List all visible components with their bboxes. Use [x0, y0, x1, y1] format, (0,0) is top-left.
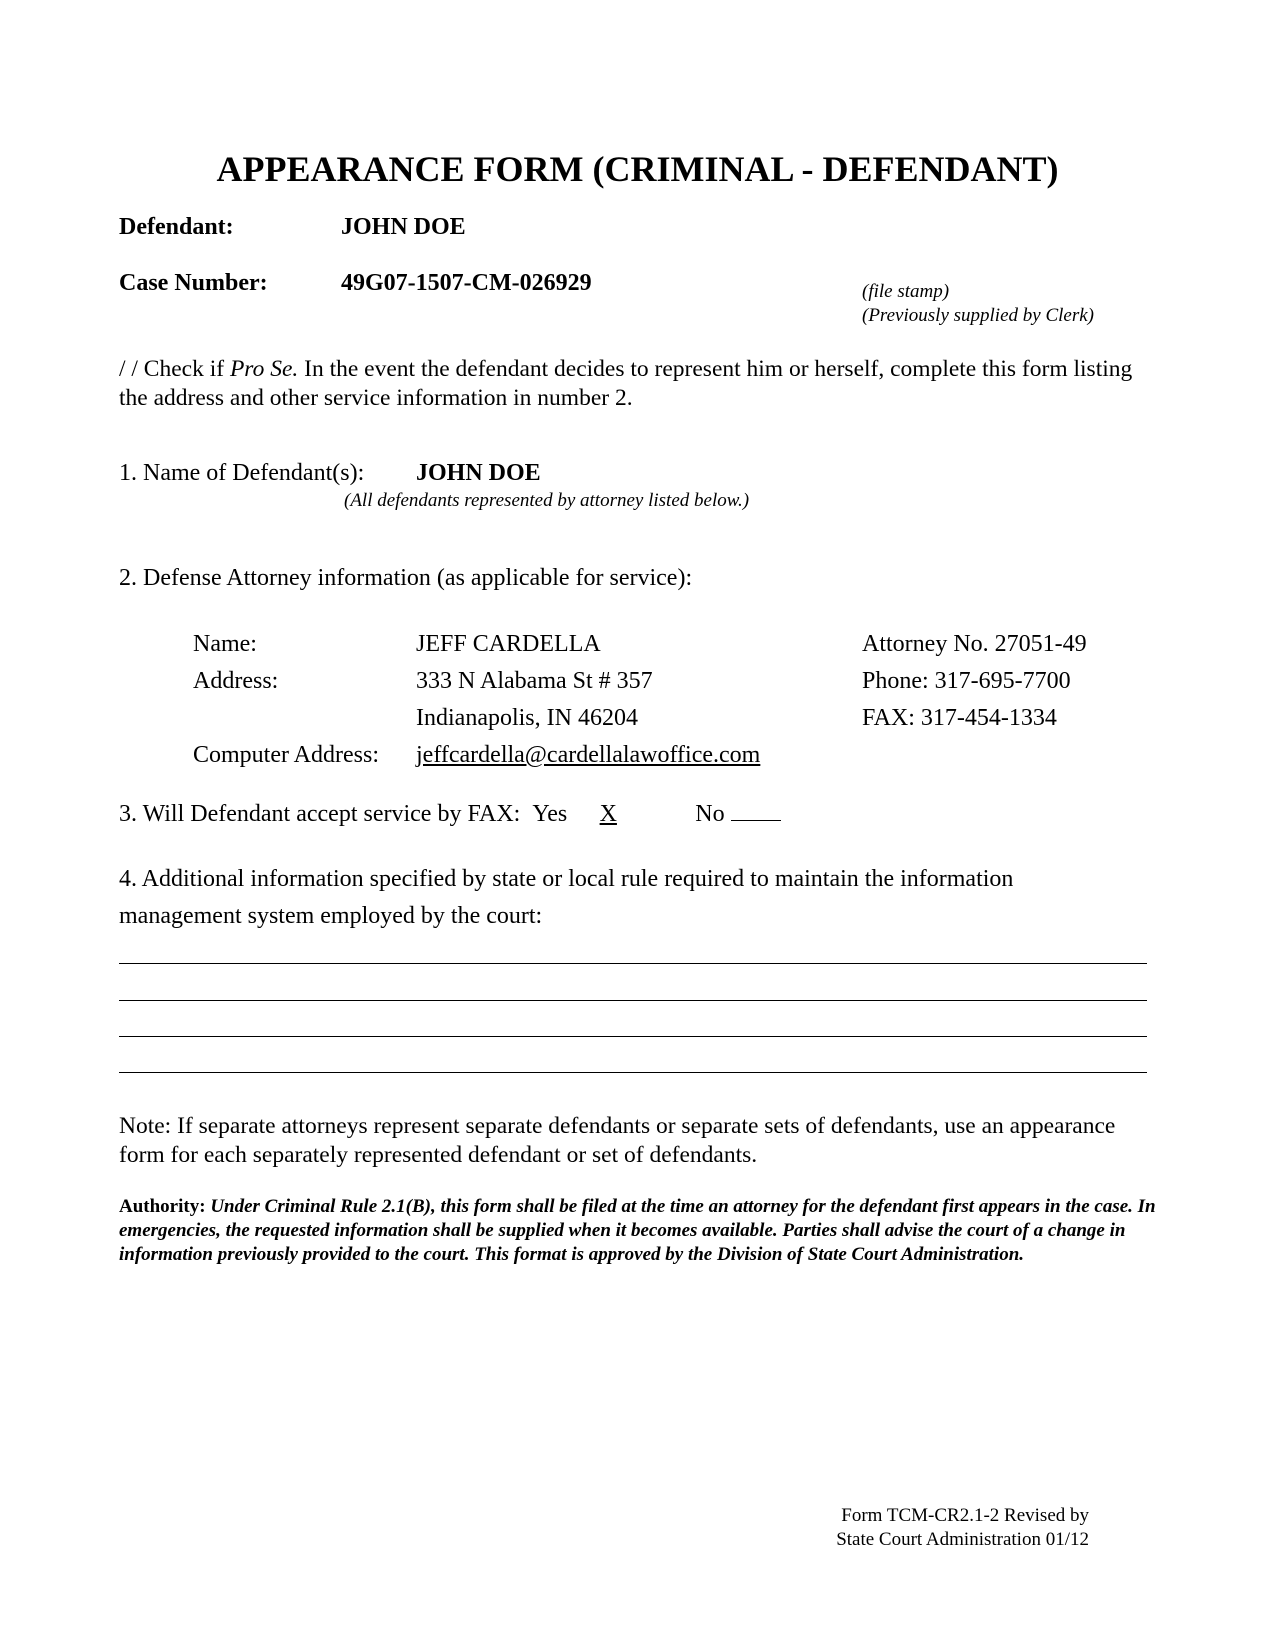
attorney-fax: FAX: 317-454-1334	[862, 705, 1057, 731]
footer-line2: State Court Administration 01/12	[836, 1529, 1089, 1550]
case-number-label: Case Number:	[119, 270, 268, 296]
attorney-name-label: Name:	[193, 631, 257, 657]
authority-paragraph	[119, 1195, 1159, 1267]
item4-line1: 4. Additional information specified by state or local rule required to maintain the information	[119, 866, 1014, 892]
computer-address-label: Computer Address:	[193, 742, 379, 768]
pro-se-paragraph	[119, 355, 1149, 413]
item1-note: (All defendants represented by attorney listed below.)	[344, 490, 750, 511]
pro-se-prefix: / / Check if	[119, 356, 230, 382]
attorney-name-value: JEFF CARDELLA	[416, 631, 601, 657]
defendant-value: JOHN DOE	[341, 214, 466, 240]
fax-no-label: No	[695, 801, 725, 827]
item2-heading: 2. Defense Attorney information (as applicable for service):	[119, 565, 693, 591]
address-label: Address:	[193, 668, 279, 694]
additional-info-line-1[interactable]	[119, 963, 1147, 964]
item3-question: 3. Will Defendant accept service by FAX:	[119, 801, 521, 827]
authority-text: Under Criminal Rule 2.1(B), this form shall be filed at the time an attorney for the defendant first appears in the case. In emergencies, the requested information shall be supplied when it becomes available. Parties shall advise the court of a change in information previously provided to the court. This format is approved by the Division of State Court Administration.	[119, 1196, 1156, 1265]
pro-se-text: In the event the defendant decides to represent him or herself, complete this form listing the address and other service information in number 2.	[119, 356, 1133, 411]
case-number-value: 49G07-1507-CM-026929	[341, 270, 592, 296]
attorney-number: Attorney No. 27051-49	[862, 631, 1087, 657]
email-link[interactable]: jeffcardella@cardellalawoffice.com	[416, 742, 761, 768]
defendant-label: Defendant:	[119, 214, 234, 240]
attorney-phone: Phone: 317-695-7700	[862, 668, 1071, 694]
additional-info-line-4[interactable]	[119, 1072, 1147, 1073]
note-paragraph: Note: If separate attorneys represent separate defendants or separate sets of defendants, use an appearance form for each separately represented defendant or set of defendants.	[119, 1113, 1116, 1168]
item1-value: JOHN DOE	[416, 460, 541, 486]
form-title: APPEARANCE FORM (CRIMINAL - DEFENDANT)	[216, 149, 1059, 189]
authority-label: Authority:	[119, 1196, 206, 1217]
fax-yes-label: Yes	[532, 801, 568, 827]
address-line2: Indianapolis, IN 46204	[416, 705, 638, 731]
item4-line2: management system employed by the court:	[119, 903, 543, 929]
additional-info-line-3[interactable]	[119, 1036, 1147, 1037]
item3-fax-question	[119, 800, 781, 828]
additional-info-line-2[interactable]	[119, 1000, 1147, 1001]
form-footer	[836, 1504, 1089, 1552]
clerk-note: (Previously supplied by Clerk)	[862, 305, 1094, 326]
item1-label: 1. Name of Defendant(s):	[119, 460, 365, 486]
footer-line1: Form TCM-CR2.1-2 Revised by	[841, 1505, 1089, 1526]
address-line1: 333 N Alabama St # 357	[416, 668, 653, 694]
fax-no-field[interactable]	[731, 800, 781, 821]
fax-yes-field[interactable]: X	[599, 801, 617, 827]
pro-se-term: Pro Se.	[229, 356, 299, 382]
file-stamp-label: (file stamp)	[862, 281, 950, 302]
